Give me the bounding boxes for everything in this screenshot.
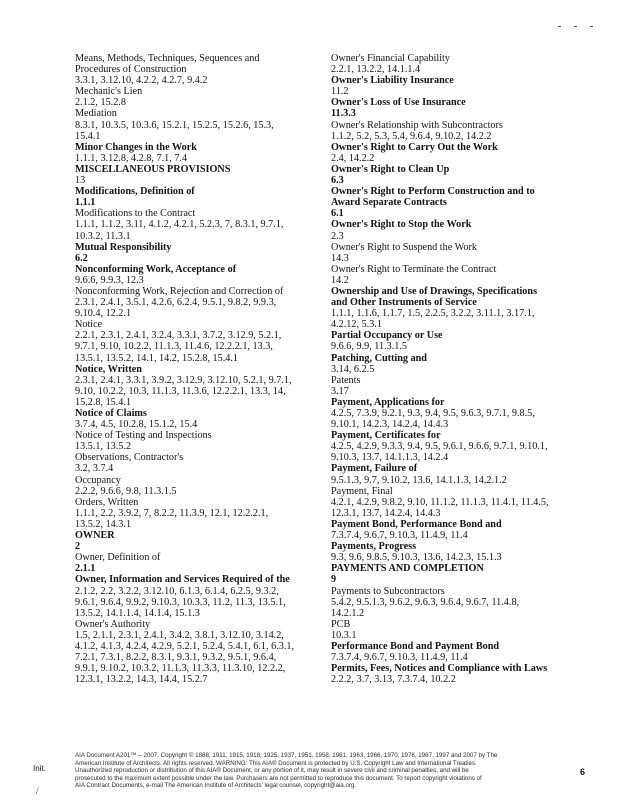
index-entry: Modifications, Definition of [75,186,195,198]
index-entry: 2.2.1, 13.2.2, 14.1.1.4 [331,64,421,76]
index-entry: 9.10.3, 13.7, 14.1.1.3, 14.2.4 [331,452,449,464]
index-entry: 15.4.1 [75,130,101,142]
index-entry: 2 [75,541,81,553]
index-entry: Owner's Financial Capability [331,53,450,64]
index-entry: 7.3.7.4, 9.6.7, 9.10.3, 11.4.9, 11.4 [331,652,468,664]
index-entry: Owner's Loss of Use Insurance [331,97,466,109]
index-entry: Payments, Progress [331,541,417,553]
index-entry: 3.17 [331,385,349,397]
index-entry: 9.9.1, 9.10.2, 10.3.2, 11.1.3, 11.3.3, 11.3.10, 12.2.2, [75,663,286,675]
index-entry: 1.1.1, 1.1.6, 1.1.7, 1.5, 2.2.5, 3.2.2, 3.11.1, 3.17.1, [331,308,535,320]
index-entry: Observations, Contractor's [75,452,184,464]
index-entry: Payments to Subcontractors [331,585,445,597]
initials-slash: / [36,786,39,796]
index-entry: 2.2.2, 3.7, 3.13, 7.3.7.4, 10.2.2 [331,674,456,686]
index-entry: 3.14, 6.2.5 [331,363,375,375]
index-entry: MISCELLANEOUS PROVISIONS [75,163,231,175]
index-entry: Permits, Fees, Notices and Compliance with Laws [331,663,548,675]
index-entry: Occupancy [75,474,121,486]
index-entry: Notice [75,319,103,331]
index-entry: 14.3 [331,252,349,264]
index-entry: 6.2 [75,252,88,264]
index-entry: Payment, Certificates for [331,430,441,442]
index-entry: Owner's Right to Stop the Work [331,219,472,231]
index-entry: Mechanic's Lien [75,86,143,98]
index-entry: Payment, Failure of [331,463,418,475]
index-entry: Payment Bond, Performance Bond and [331,518,502,530]
index-column-right [331,53,603,685]
index-entry: 9.10.1, 14.2.3, 14.2.4, 14.4.3 [331,419,449,431]
index-entry: 9.6.6, 9.9, 11.3.1.5 [331,341,408,353]
index-entry: 7.3.7.4, 9.6.7, 9.10.3, 11.4.9, 11.4 [331,530,468,542]
index-entry: Performance Bond and Payment Bond [331,640,500,652]
index-entry: 1.1.1, 2.2, 3.9.2, 7, 8.2.2, 11.3.9, 12.1, 12.2.2.1, [75,507,269,519]
index-entry: 1.1.2, 5.2, 5.3, 5.4, 9.6.4, 9.10.2, 14.2.2 [331,130,492,142]
index-entry: Notice, Written [75,363,142,375]
index-entry: 5.4.2, 9.5.1.3, 9.6.2, 9.6.3, 9.6.4, 9.6.7, 11.4.8, [331,596,520,608]
index-entry: Payment, Applications for [331,396,445,408]
index-entry: Minor Changes in the Work [75,141,197,153]
index-entry: Payment, Final [331,485,393,497]
index-entry: 12.3.1, 13.7, 14.2.4, 14.4.3 [331,507,441,519]
index-entry: 9.6.6, 9.9.3, 12.3 [75,274,144,286]
index-entry: Notice of Testing and Inspections [75,430,212,442]
index-entry: 2.1.2, 2.2, 3.2.2, 3.12.10, 6.1.3, 6.1.4, 6.2.5, 9.3.2, [75,585,279,597]
index-entry: and Other Instruments of Service [331,297,477,309]
index-entry: Ownership and Use of Drawings, Specifications [331,285,538,297]
footer-line: Unauthorized reproduction or distribution of this AIA® Document, or any portion of it, may result in severe civil and criminal penalties, and will be [75,767,469,775]
initials-label: Init. [33,764,46,773]
index-entry: 9.7.1, 9.10, 10.2.2, 11.1.3, 11.4.6, 12.2.2.1, 13.3, [75,341,273,353]
copyright-footer [75,752,557,790]
index-entry: Patents [331,374,361,386]
index-entry: 13.5.1, 13.5.2 [75,441,132,453]
index-entry: 2.3.1, 2.4.1, 3.5.1, 4.2.6, 6.2.4, 9.5.1, 9.8.2, 9.9.3, [75,297,277,309]
index-entry: 4.2.12, 5.3.1 [331,319,382,331]
index-entry: 6.3 [331,175,344,187]
index-entry: 6.1 [331,208,344,220]
index-entry: PAYMENTS AND COMPLETION [331,563,484,575]
index-entry: OWNER [75,530,115,542]
index-entry: Means, Methods, Techniques, Sequences and [75,53,260,64]
index-entry: Mutual Responsibility [75,241,172,253]
index-entry: 9.5.1.3, 9.7, 9.10.2, 13.6, 14.1.1.3, 14.2.1.2 [331,474,507,486]
index-entry: 4.2.5, 4.2.9, 9.3.3, 9.4, 9.5, 9.6.1, 9.6.6, 9.7.1, 9.10.1, [331,441,548,453]
index-entry: Nonconforming Work, Acceptance of [75,263,237,275]
page-number: 6 [580,767,586,777]
index-entry: 3.7.4, 4.5, 10.2.8, 15.1.2, 15.4 [75,419,198,431]
index-entry: 10.3.2, 11.3.1 [75,230,131,242]
index-entry: Owner's Liability Insurance [331,75,454,87]
index-entry: 1.1.1, 3.12.8, 4.2.8, 7.1, 7.4 [75,152,188,164]
index-entry: Owner, Information and Services Required of the [75,574,290,586]
index-entry: Owner's Right to Perform Construction and to [331,186,535,198]
index-entry: 1.5, 2.1.1, 2.3.1, 2.4.1, 3.4.2, 3.8.1, 3.12.10, 3.14.2, [75,629,284,641]
footer-line: AIA Document A201™ – 2007. Copyright © 1888, 1911, 1915, 1918, 1925, 1937, 1951, 1958, 1961, 1963, 1966, 1970, 1976, 1987, 1997 and 2007 by The [75,752,498,759]
index-entry: 9.6.1, 9.6.4, 9.9.2, 9.10.3, 10.3.3, 11.2, 11.3, 13.5.1, [75,596,286,608]
index-entry: 12.3.1, 13.2.2, 14.3, 14.4, 15.2.7 [75,674,208,686]
index-entry: 2.3.1, 2.4.1, 3.3.1, 3.9.2, 3.12.9, 3.12.10, 5.2.1, 9.7.1, [75,374,292,386]
index-entry: 4.1.2, 4.1.3, 4.2.4, 4.2.9, 5.2.1, 5.2.4, 5.4.1, 6.1, 6.3.1, [75,640,295,652]
index-entry: 4.2.5, 7.3.9, 9.2.1, 9.3, 9.4, 9.5, 9.6.3, 9.7.1, 9.8.5, [331,408,535,419]
index-entry: 2.4, 14.2.2 [331,152,375,164]
index-entry: 10.3.1 [331,629,357,641]
footer-line: American Institute of Architects. All rights reserved. WARNING: This AIA® Document is protected by U.S. Copyright Law and International Treaties. [75,759,477,767]
index-entry: Owner's Relationship with Subcontractors [331,119,503,131]
index-entry: 15.2.8, 15.4.1 [75,396,132,408]
index-entry: 3.2, 3.7.4 [75,463,114,475]
index-entry: Owner's Right to Suspend the Work [331,241,477,253]
index-entry: 8.3.1, 10.3.5, 10.3.6, 15.2.1, 15.2.5, 15.2.6, 15.3, [75,119,274,131]
footer-line: prosecuted to the maximum extent possible under the law. Purchasers are not permitted to reproduce this document. To report copyright violations of [75,774,482,782]
index-entry: 9.10.4, 12.2.1 [75,308,132,320]
index-entry: Owner's Authority [75,618,151,630]
index-column-left [75,53,347,685]
index-entry: Mediation [75,108,117,120]
index-entry: Owner's Right to Carry Out the Work [331,141,498,153]
index-entry: 14.2 [331,274,349,286]
index-entry: 4.2.1, 4.2.9, 9.8.2, 9.10, 11.1.2, 11.1.3, 11.4.1, 11.4.5, [331,496,549,508]
index-entry: 1.1.1 [75,197,96,209]
index-entry: 2.3 [331,230,344,242]
index-entry: 2.2.1, 2.3.1, 2.4.1, 3.2.4, 3.3.1, 3.7.2, 3.12.9, 5.2.1, [75,330,282,342]
index-entry: 9 [331,574,337,586]
index-entry: PCB [331,618,351,630]
index-entry: Modifications to the Contract [75,208,196,220]
footer-line: AIA Contract Documents, e-mail The American Institute of Architects' legal counsel, copyright@aia.org. [75,782,357,790]
index-entry: 11.3.3 [331,108,356,120]
index-entry: Orders, Written [75,496,139,508]
index-entry: 13.5.1, 13.5.2, 14.1, 14.2, 15.2.8, 15.4.1 [75,352,238,364]
index-entry: Award Separate Contracts [331,197,447,209]
index-entry: Nonconforming Work, Rejection and Correction of [75,285,284,297]
index-entry: Procedures of Construction [75,64,187,76]
index-entry: 2.1.1 [75,563,96,575]
index-entry: 2.2.2, 9.6.6, 9.8, 11.3.1.5 [75,485,177,497]
index-entry: 14.2.1.2 [331,607,365,619]
scan-marks [558,26,598,36]
index-entry: 2.1.2, 15.2.8 [75,97,126,109]
index-entry: 9.10, 10.2.2, 10.3, 11.1.3, 11.3.6, 12.2.2.1, 13.3, 14, [75,385,286,397]
index-entry: 13.5.2, 14.3.1 [75,518,132,530]
index-entry: 13 [75,175,86,187]
index-entry: 11.2 [331,86,349,98]
index-entry: Owner, Definition of [75,552,161,564]
index-entry: Notice of Claims [75,408,147,419]
index-entry: Owner's Right to Terminate the Contract [331,263,497,275]
index-entry: 3.3.1, 3.12.10, 4.2.2, 4.2.7, 9.4.2 [75,75,208,87]
index-entry: Owner's Right to Clean Up [331,163,450,175]
index-entry: 9.3, 9.6, 9.8.5, 9.10.3, 13.6, 14.2.3, 15.1.3 [331,552,502,564]
index-entry: 7.2.1, 7.3.1, 8.2.2, 8.3.1, 9.3.1, 9.3.2, 9.5.1, 9.6.4, [75,652,277,664]
index-entry: 1.1.1, 1.1.2, 3.11, 4.1.2, 4.2.1, 5.2.3, 7, 8.3.1, 9.7.1, [75,219,284,231]
index-entry: Partial Occupancy or Use [331,330,443,342]
index-entry: 13.5.2, 14.1.1.4, 14.1.4, 15.1.3 [75,607,200,619]
index-entry: Patching, Cutting and [331,352,427,364]
